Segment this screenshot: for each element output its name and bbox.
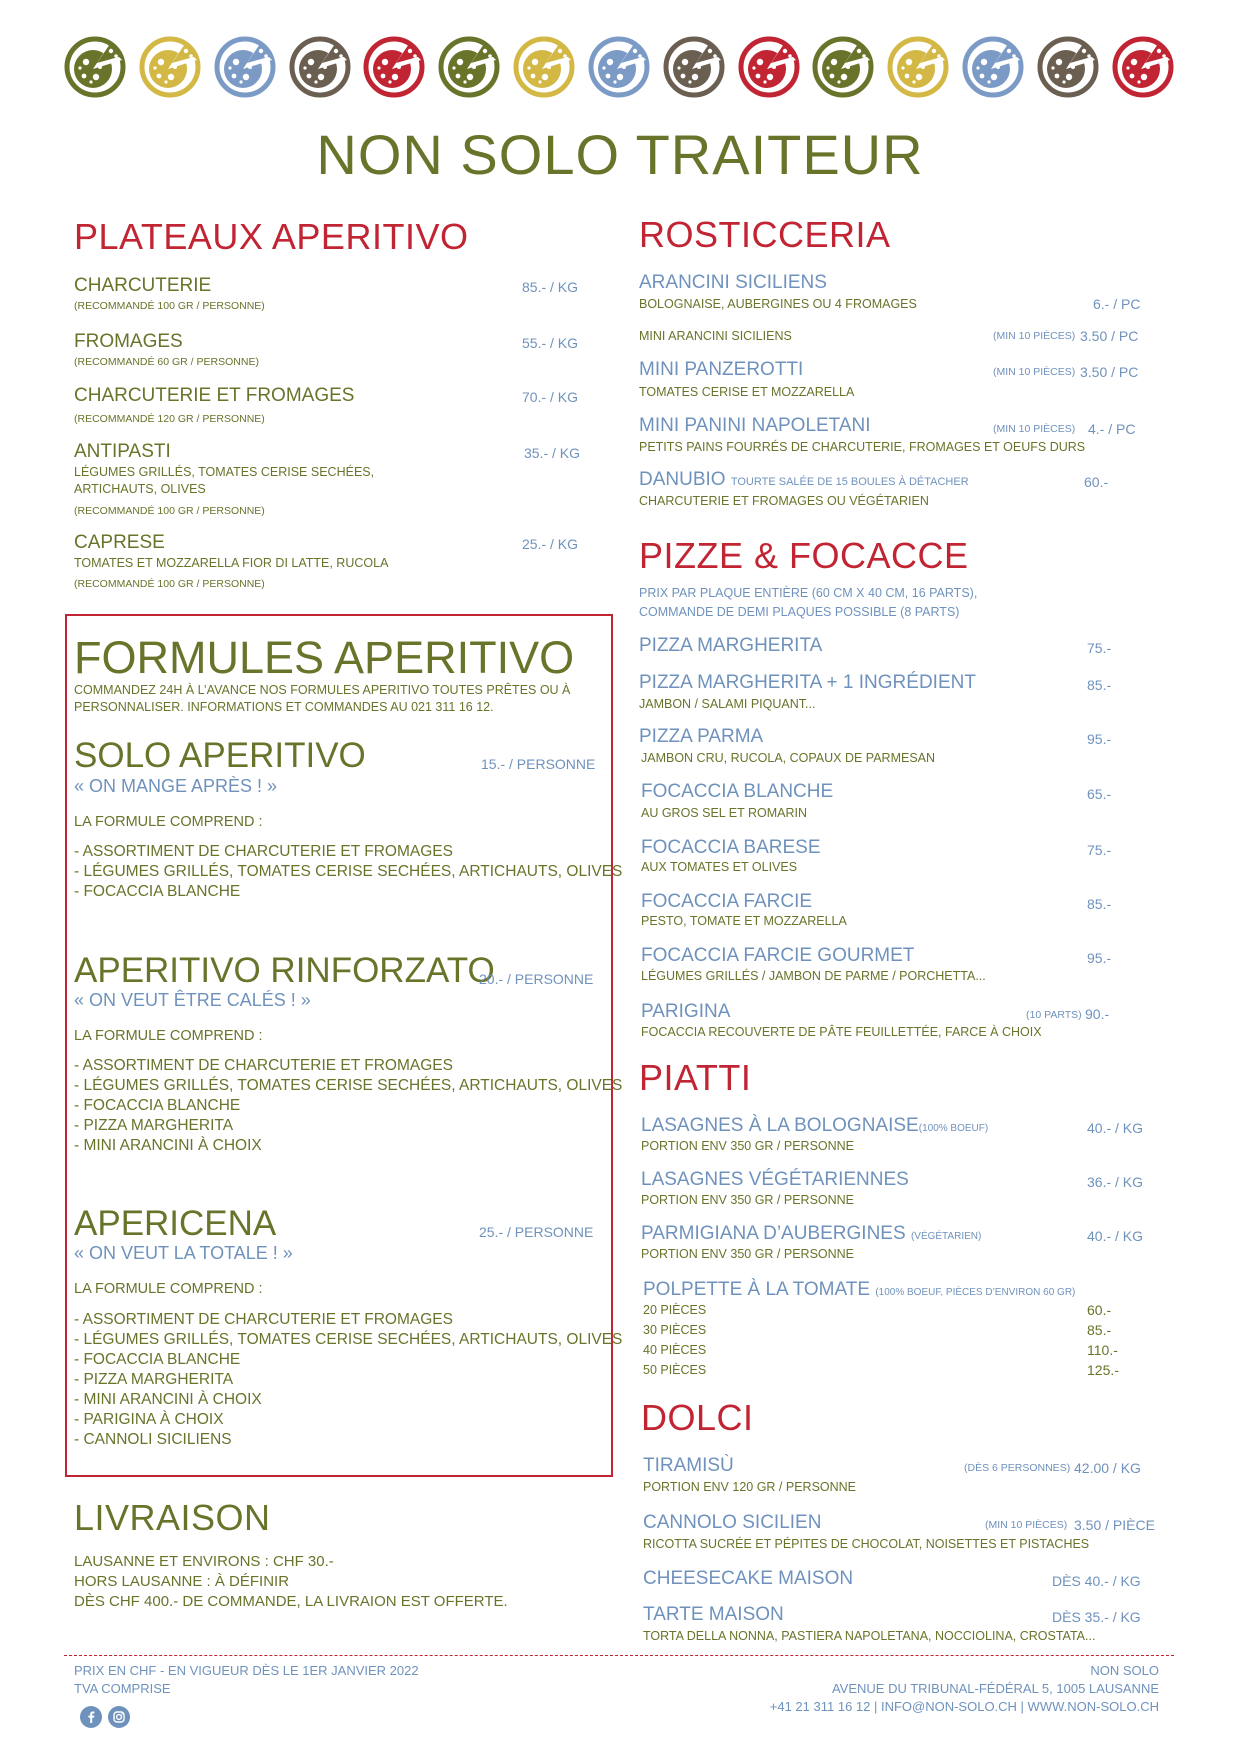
pizza-icon	[588, 36, 650, 98]
list-item: - LÉGUMES GRILLÉS, TOMATES CERISE SECHÉES, ARTICHAUTS, OLIVES	[74, 1331, 623, 1348]
page-title: NON SOLO TRAITEUR	[316, 123, 924, 186]
dolci-name: CANNOLO SICILIEN	[643, 1512, 822, 1533]
pizza-name: PIZZA MARGHERITA + 1 INGRÉDIENT	[639, 672, 976, 693]
pizze-title: PIZZE & FOCACCE	[639, 535, 969, 576]
rosticceria-name: MINI PANZEROTTI	[639, 359, 804, 380]
list-item: - PIZZA MARGHERITA	[74, 1117, 234, 1134]
footer-price-info: PRIX EN CHF - EN VIGUEUR DÈS LE 1ER JANVIER 2022	[74, 1663, 419, 1678]
pizza-price: 95.-	[1087, 950, 1112, 966]
pizza-icon	[214, 36, 276, 98]
dolci-name: TIRAMISÙ	[643, 1455, 734, 1476]
piatti-name-text: PARMIGIANA D’AUBERGINES	[641, 1223, 906, 1244]
dolci-title: DOLCI	[641, 1397, 754, 1438]
formula-includes: LA FORMULE COMPREND :	[74, 814, 263, 830]
plateau-name: CHARCUTERIE ET FROMAGES	[74, 385, 355, 406]
piatti-name	[641, 1115, 988, 1137]
dolci-price: DÈS 40.- / KG	[1052, 1573, 1141, 1589]
list-item: - FOCACCIA BLANCHE	[74, 1351, 241, 1368]
formules-intro: PERSONNALISER. INFORMATIONS ET COMMANDES AU 021 311 16 12.	[74, 700, 494, 714]
pizza-name: FOCACCIA BLANCHE	[641, 781, 834, 802]
rosticceria-name: MINI PANINI NAPOLETANI	[639, 415, 871, 436]
piatti-price: 36.- / KG	[1087, 1174, 1144, 1190]
rosticceria-price: 4.- / PC	[1088, 421, 1136, 437]
pizza-price: 75.-	[1087, 640, 1112, 656]
plateau-name: CAPRESE	[74, 532, 165, 553]
footer-contact[interactable]: +41 21 311 16 12 | INFO@NON-SOLO.CH | WWW.NON-SOLO.CH	[769, 1699, 1159, 1714]
polpette-qty: 50 PIÈCES	[643, 1363, 707, 1377]
plateau-note: (RECOMMANDÉ 60 GR / PERSONNE)	[74, 356, 259, 368]
pizza-icon	[887, 36, 949, 98]
pizza-icon	[1112, 36, 1174, 98]
pizza-icon	[812, 36, 874, 98]
pizza-name: PIZZA MARGHERITA	[639, 635, 823, 656]
plateau-name: FROMAGES	[74, 331, 183, 352]
pizza-price: 85.-	[1087, 896, 1112, 912]
pizza-desc: AU GROS SEL ET ROMARIN	[641, 806, 808, 820]
rosticceria-desc: TOMATES CERISE ET MOZZARELLA	[639, 385, 855, 399]
polpette-price: 85.-	[1087, 1322, 1112, 1338]
pizza-icon	[438, 36, 500, 98]
formula-list	[74, 1310, 622, 1450]
pizza-price: 85.-	[1087, 677, 1112, 693]
plateau-desc: ARTICHAUTS, OLIVES	[74, 482, 206, 496]
plateau-price: 55.- / KG	[522, 335, 579, 351]
plateau-desc: LÉGUMES GRILLÉS, TOMATES CERISE SECHÉES,	[74, 465, 375, 479]
pizza-icon	[363, 36, 425, 98]
plateau-price: 25.- / KG	[522, 536, 579, 552]
polpette-price: 110.-	[1087, 1342, 1118, 1358]
pizza-note: (10 PARTS)	[1026, 1009, 1082, 1021]
danubio-inline-note: TOURTE SALÉE DE 15 BOULES À DÉTACHER	[730, 476, 969, 488]
dolci-desc: TORTA DELLA NONNA, PASTIERA NAPOLETANA, NOCCIOLINA, CROSTATA...	[643, 1629, 1096, 1643]
plateau-price: 85.- / KG	[522, 279, 579, 295]
rosticceria-desc: PETITS PAINS FOURRÉS DE CHARCUTERIE, FROMAGES ET OEUFS DURS	[639, 440, 1086, 454]
polpette-note: (100% BOEUF, PIÈCES D’ENVIRON 60 GR)	[875, 1287, 1076, 1298]
rosticceria-name	[639, 469, 969, 491]
piatti-desc: PORTION ENV 350 GR / PERSONNE	[641, 1193, 855, 1207]
piatti-price: 40.- / KG	[1087, 1120, 1144, 1136]
formules-intro: COMMANDEZ 24H À L’AVANCE NOS FORMULES APERITIVO TOUTES PRÊTES OU À	[74, 683, 571, 697]
rosticceria-price: 6.- / PC	[1093, 296, 1141, 312]
pizza-icon	[663, 36, 725, 98]
polpette-price: 60.-	[1087, 1302, 1112, 1318]
pizza-desc: FOCACCIA RECOUVERTE DE PÂTE FEUILLETTÉE, FARCE À CHOIX	[641, 1025, 1042, 1039]
list-item: - PIZZA MARGHERITA	[74, 1371, 234, 1388]
list-item: - ASSORTIMENT DE CHARCUTERIE ET FROMAGES	[74, 1311, 453, 1328]
pizza-name: PIZZA PARMA	[639, 726, 764, 747]
list-item: - LÉGUMES GRILLÉS, TOMATES CERISE SECHÉES, ARTICHAUTS, OLIVES	[74, 863, 623, 880]
pizze-intro: PRIX PAR PLAQUE ENTIÈRE (60 CM X 40 CM, 16 PARTS),	[639, 586, 978, 600]
footer-brand: NON SOLO	[1090, 1663, 1159, 1678]
dolci-price: DÈS 35.- / KG	[1052, 1609, 1141, 1625]
dolci-name: TARTE MAISON	[643, 1604, 784, 1625]
dolci-desc: PORTION ENV 120 GR / PERSONNE	[643, 1480, 857, 1494]
plateau-name: ANTIPASTI	[74, 441, 171, 462]
rosticceria-price: 3.50 / PC	[1080, 328, 1139, 344]
polpette-price: 125.-	[1087, 1362, 1119, 1378]
formula-price: 25.- / PERSONNE	[479, 1224, 594, 1240]
rosticceria-note: (MIN 10 PIÈCES)	[993, 366, 1076, 378]
rosticceria-desc: CHARCUTERIE ET FROMAGES OU VÉGÉTARIEN	[639, 494, 929, 508]
pizza-icon-row	[64, 36, 1174, 98]
list-item: - CANNOLI SICILIENS	[74, 1431, 232, 1448]
piatti-note: (100% BOEUF)	[918, 1123, 989, 1134]
pizza-desc: LÉGUMES GRILLÉS / JAMBON DE PARME / PORCHETTA...	[641, 969, 986, 983]
facebook-icon[interactable]	[80, 1706, 102, 1728]
dolci-note: (DÈS 6 PERSONNES)	[964, 1462, 1071, 1474]
formula-tagline: « ON VEUT LA TOTALE ! »	[74, 1243, 293, 1263]
pizza-icon	[738, 36, 800, 98]
formula-includes: LA FORMULE COMPREND :	[74, 1028, 263, 1044]
formula-tagline: « ON VEUT ÊTRE CALÉS ! »	[74, 990, 311, 1010]
pizza-name: PARIGINA	[641, 1001, 731, 1022]
list-item: - FOCACCIA BLANCHE	[74, 883, 241, 900]
list-item: - ASSORTIMENT DE CHARCUTERIE ET FROMAGES	[74, 843, 453, 860]
piatti-name	[641, 1223, 981, 1245]
formula-name: SOLO APERITIVO	[74, 736, 366, 775]
formula-list	[74, 1056, 622, 1156]
formula-price: 20.- / PERSONNE	[479, 971, 594, 987]
pizza-price: 90.-	[1085, 1006, 1110, 1022]
rosticceria-price: 3.50 / PC	[1080, 364, 1139, 380]
pizza-icon	[1037, 36, 1099, 98]
pizze-intro: COMMANDE DE DEMI PLAQUES POSSIBLE (8 PARTS)	[639, 605, 960, 619]
rosticceria-price: 60.-	[1084, 474, 1109, 490]
piatti-desc: PORTION ENV 350 GR / PERSONNE	[641, 1139, 855, 1153]
formula-list	[74, 842, 622, 902]
pizza-desc: JAMBON / SALAMI PIQUANT...	[639, 697, 816, 711]
pizza-desc: PESTO, TOMATE ET MOZZARELLA	[641, 914, 847, 928]
plateaux-title: PLATEAUX APERITIVO	[74, 216, 469, 257]
list-item: - MINI ARANCINI À CHOIX	[74, 1137, 262, 1154]
footer-tva: TVA COMPRISE	[74, 1681, 171, 1696]
rosticceria-note: (MIN 10 PIÈCES)	[993, 330, 1076, 342]
polpette-qty: 30 PIÈCES	[643, 1323, 707, 1337]
danubio-name: DANUBIO	[639, 469, 726, 490]
formules-title: FORMULES APERITIVO	[74, 632, 575, 683]
dolci-price: 3.50 / PIÈCE	[1074, 1517, 1155, 1533]
pizza-icon	[139, 36, 201, 98]
pizza-name: FOCACCIA BARESE	[641, 837, 821, 858]
plateau-price: 70.- / KG	[522, 389, 579, 405]
plateau-note: (RECOMMANDÉ 100 GR / PERSONNE)	[74, 578, 265, 590]
plateau-note: (RECOMMANDÉ 100 GR / PERSONNE)	[74, 300, 265, 312]
livraison-line: LAUSANNE ET ENVIRONS : CHF 30.-	[74, 1553, 334, 1570]
rosticceria-name: ARANCINI SICILIENS	[639, 272, 827, 293]
formula-includes: LA FORMULE COMPREND :	[74, 1281, 263, 1297]
pizza-desc: AUX TOMATES ET OLIVES	[641, 860, 798, 874]
polpette-name-text: POLPETTE À LA TOMATE	[643, 1279, 871, 1300]
pizza-desc: JAMBON CRU, RUCOLA, COPAUX DE PARMESAN	[641, 751, 936, 765]
dolci-price: 42.00 / KG	[1074, 1460, 1141, 1476]
footer-address: AVENUE DU TRIBUNAL-FÉDÉRAL 5, 1005 LAUSANNE	[831, 1681, 1159, 1696]
pizza-icon	[513, 36, 575, 98]
pizza-price: 95.-	[1087, 731, 1112, 747]
piatti-note: (VÉGÉTARIEN)	[910, 1231, 982, 1242]
dolci-desc: RICOTTA SUCRÉE ET PÉPITES DE CHOCOLAT, NOISETTES ET PISTACHES	[643, 1537, 1090, 1551]
livraison-line: DÈS CHF 400.- DE COMMANDE, LA LIVRAION EST OFFERTE.	[74, 1593, 508, 1610]
pizza-icon	[289, 36, 351, 98]
plateau-desc: TOMATES ET MOZZARELLA FIOR DI LATTE, RUCOLA	[74, 556, 389, 570]
piatti-name: LASAGNES VÉGÉTARIENNES	[641, 1169, 909, 1190]
list-item: - PARIGINA À CHOIX	[74, 1411, 224, 1428]
formula-tagline: « ON MANGE APRÈS ! »	[74, 776, 278, 796]
dolci-name: CHEESECAKE MAISON	[643, 1568, 854, 1589]
list-item: - ASSORTIMENT DE CHARCUTERIE ET FROMAGES	[74, 1057, 453, 1074]
list-item: - MINI ARANCINI À CHOIX	[74, 1391, 262, 1408]
list-item: - FOCACCIA BLANCHE	[74, 1097, 241, 1114]
formula-price: 15.- / PERSONNE	[481, 756, 596, 772]
piatti-price: 40.- / KG	[1087, 1228, 1144, 1244]
rosticceria-note: (MIN 10 PIÈCES)	[993, 423, 1076, 435]
formula-name: APERITIVO RINFORZATO	[74, 951, 495, 990]
pizza-price: 65.-	[1087, 786, 1112, 802]
piatti-name-text: LASAGNES À LA BOLOGNAISE	[641, 1115, 919, 1136]
rosticceria-desc: BOLOGNAISE, AUBERGINES OU 4 FROMAGES	[639, 297, 917, 311]
polpette-qty: 40 PIÈCES	[643, 1343, 707, 1357]
pizza-name: FOCACCIA FARCIE GOURMET	[641, 945, 915, 966]
piatti-desc: PORTION ENV 350 GR / PERSONNE	[641, 1247, 855, 1261]
livraison-line: HORS LAUSANNE : À DÉFINIR	[74, 1573, 290, 1590]
dolci-note: (MIN 10 PIÈCES)	[985, 1519, 1068, 1531]
pizza-icon	[962, 36, 1024, 98]
plateau-name: CHARCUTERIE	[74, 275, 212, 296]
livraison-title: LIVRAISON	[74, 1497, 271, 1538]
plateau-price: 35.- / KG	[524, 445, 581, 461]
plateau-note: (RECOMMANDÉ 100 GR / PERSONNE)	[74, 505, 265, 517]
polpette-name	[643, 1279, 1075, 1301]
pizza-name: FOCACCIA FARCIE	[641, 891, 813, 912]
formula-name: APERICENA	[74, 1204, 277, 1243]
list-item: - LÉGUMES GRILLÉS, TOMATES CERISE SECHÉES, ARTICHAUTS, OLIVES	[74, 1077, 623, 1094]
instagram-icon[interactable]	[108, 1706, 130, 1728]
plateau-note: (RECOMMANDÉ 120 GR / PERSONNE)	[74, 413, 265, 425]
piatti-title: PIATTI	[639, 1057, 752, 1098]
polpette-qty: 20 PIÈCES	[643, 1303, 707, 1317]
pizza-icon	[64, 36, 126, 98]
footer-divider	[64, 1655, 1174, 1656]
rosticceria-desc: MINI ARANCINI SICILIENS	[639, 329, 792, 343]
rosticceria-title: ROSTICCERIA	[639, 214, 891, 255]
pizza-price: 75.-	[1087, 842, 1112, 858]
